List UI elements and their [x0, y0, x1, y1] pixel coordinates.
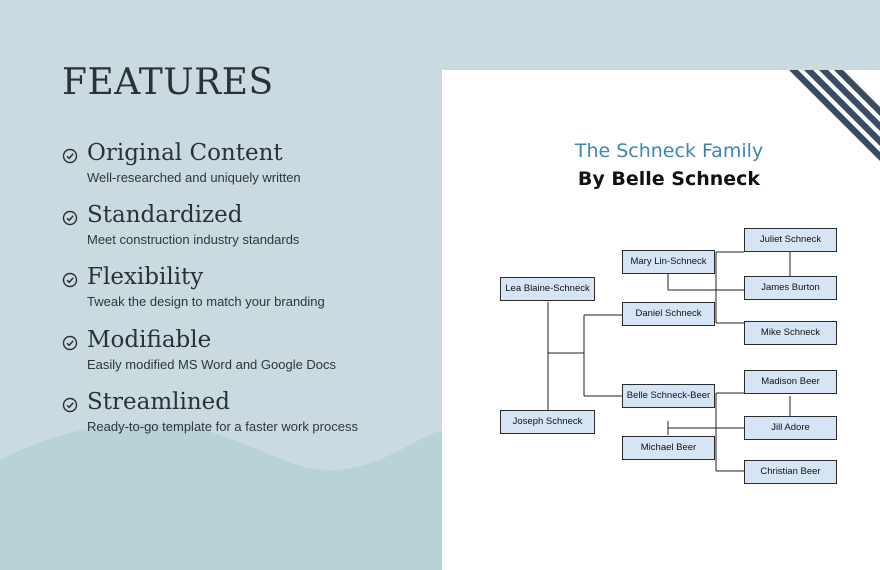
tree-node-mary: Mary Lin-Schneck: [622, 250, 715, 274]
tree-node-madison: Madison Beer: [744, 370, 837, 394]
tree-node-mike: Mike Schneck: [744, 321, 837, 345]
feature-title: Modifiable: [87, 327, 212, 353]
feature-description: Easily modified MS Word and Google Docs: [87, 357, 337, 372]
feature-title: Standardized: [87, 202, 243, 228]
features-heading: FEATURES: [62, 62, 274, 103]
feature-title: Flexibility: [87, 264, 204, 290]
tree-node-juliet: Juliet Schneck: [744, 228, 837, 252]
tree-node-belle: Belle Schneck-Beer: [622, 384, 715, 408]
check-circle-icon: [62, 210, 78, 226]
feature-description: Ready-to-go template for a faster work process: [87, 419, 358, 434]
tree-node-jill: Jill Adore: [744, 416, 837, 440]
tree-node-michael: Michael Beer: [622, 436, 715, 460]
check-circle-icon: [62, 272, 78, 288]
family-tree-author: By Belle Schneck: [577, 168, 761, 190]
check-circle-icon: [62, 397, 78, 413]
feature-description: Well-researched and uniquely written: [87, 170, 301, 185]
tree-node-joseph: Joseph Schneck: [500, 410, 595, 434]
family-tree-title: The Schneck Family: [574, 140, 764, 162]
feature-description: Tweak the design to match your branding: [87, 294, 325, 309]
feature-title: Original Content: [87, 140, 283, 166]
tree-node-james: James Burton: [744, 276, 837, 300]
check-circle-icon: [62, 335, 78, 351]
feature-description: Meet construction industry standards: [87, 232, 300, 247]
tree-node-christian: Christian Beer: [744, 460, 837, 484]
check-circle-icon: [62, 148, 78, 164]
document-preview: [442, 70, 880, 570]
feature-title: Streamlined: [87, 389, 230, 415]
tree-node-lea: Lea Blaine-Schneck: [500, 277, 595, 301]
tree-node-daniel: Daniel Schneck: [622, 302, 715, 326]
